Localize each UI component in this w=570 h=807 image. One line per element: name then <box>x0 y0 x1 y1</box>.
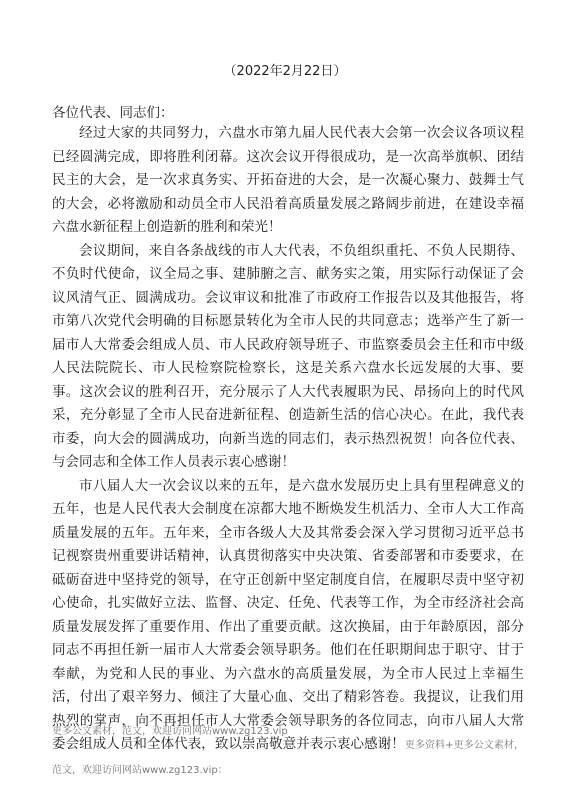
footer-watermark: 更多公文素材，范文，欢迎访问网站www.zg123.vip <box>52 726 288 737</box>
speech-body <box>52 122 524 782</box>
paragraph-2: 会议期间，来自各条战线的市人大代表，不负组织重托、不负人民期待、不负时代使命，议全局之事、建肺腑之言、献务实之策，用实际行动保证了会议风清气正、圆满成功。会议审议和批准了市政府工作报告以及其他报告，将市第八次党代会明确的目标愿景转化为全市人民的共同意志；选举产生了新一届市人大常委会组成人员、市人民政府领导班子、市监察委员会主任和市中级人民法院院长、市人民检察院检察长，这是关系六盘水长远发展的大事、要事。这次会议的胜利召开，充分展示了人大代表履职为民、昂扬向上的时代风采，充分彰显了全市人民奋进新征程、创造新生活的信心决心。在此，我代表市委，向大会的圆满成功，向新当选的同志们，表示热烈祝贺！向各位代表、与会同志和全体工作人员表示衷心感谢！ <box>52 242 524 470</box>
salutation: 各位代表、同志们： <box>52 105 174 121</box>
inline-watermark: 更多资料+更多公文素材，范文，欢迎访问网站www.zg123.vip： <box>52 740 524 776</box>
paragraph-1: 经过大家的共同努力，六盘水市第九届人民代表大会第一次会议各项议程已经圆满完成，即将胜利闭幕。这次会议开得很成功，是一次高举旗帜、团结民主的大会，是一次求真务实、开拓奋进的大会，是一次凝心聚力、鼓舞士气的大会，必将激励和动员全市人民沿着高质量发展之路阔步前进，在建设幸福六盘水新征程上创造新的胜利和荣光！ <box>52 125 524 235</box>
speech-date: （2022年2月22日） <box>223 64 347 79</box>
paragraph-3-text: 市八届人大一次会议以来的五年，是六盘水发展历史上具有里程碑意义的五年，也是人民代表大会制度在凉都大地不断焕发生机活力、全市人大工作高质量发展的五年。五年来，全市各级人大及其常委会深入学习贯彻习近平总书记视察贵州重要讲话精神，认真贯彻落实中央决策、省委部署和市委要求，在砥砺奋进中坚持党的领导，在守正创新中坚定制度自信，在履职尽责中坚守初心使命，扎实做好立法、监督、决定、任免、代表等工作，为全市经济社会高质量发展发挥了重要作用、作出了重要贡献。这次换届，由于年龄原因，部分同志不再担任新一届市人大常委会领导职务。他们在任职期间忠于职守、甘于奉献，为党和人民的事业、为六盘水的高质量发展，为全市人民过上幸福生活，付出了艰辛努力、倾注了大量心血、交出了精彩答卷。我提议，让我们用热烈的掌声，向不再担任市人大常委会领导职务的各位同志，向市八届人大常委会组成人员和全体代表，致以崇高敬意并表示衷心感谢！ <box>52 477 524 752</box>
